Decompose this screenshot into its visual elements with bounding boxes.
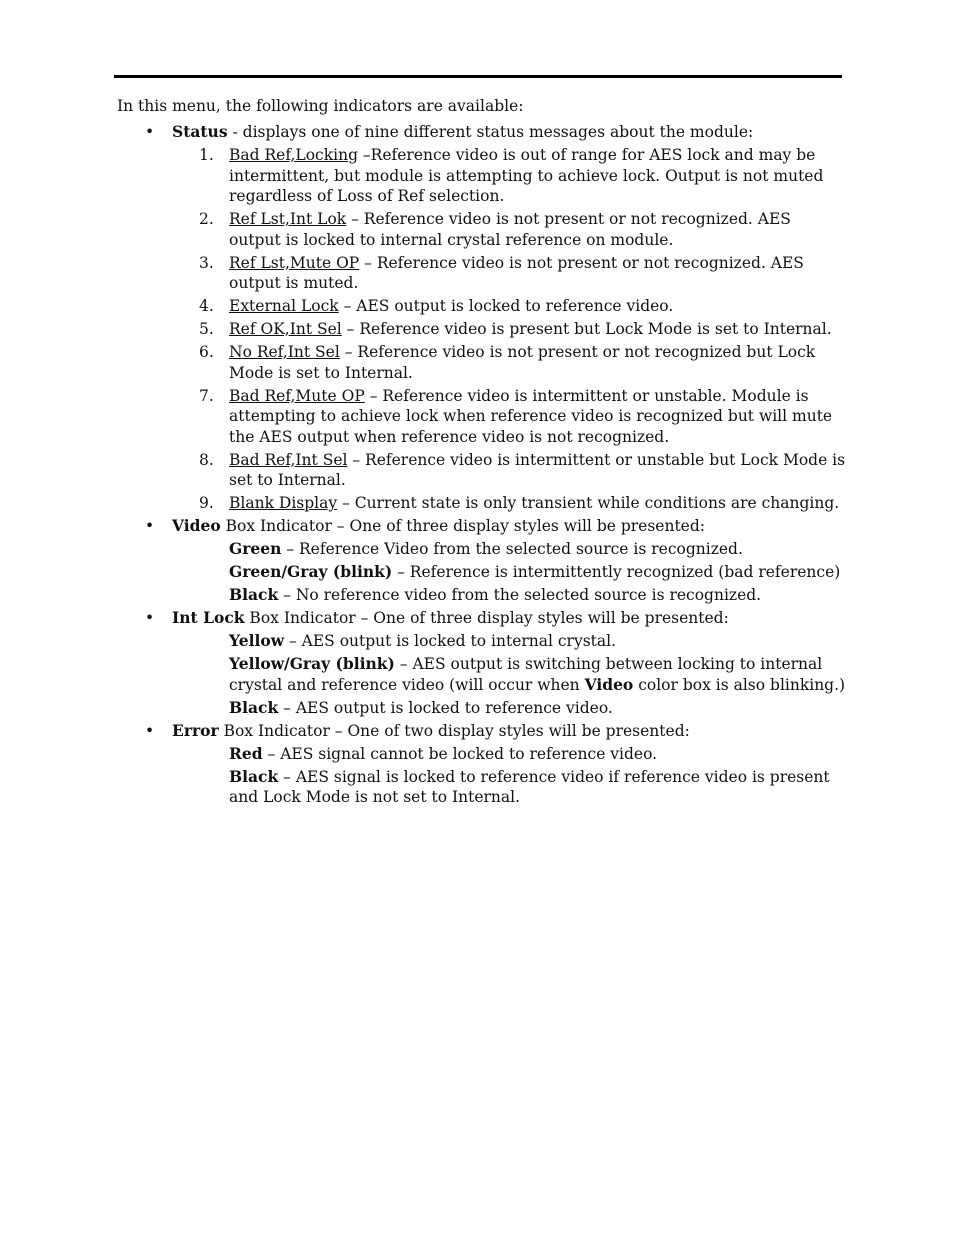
status-item-6: 6. No Ref,Int Sel – Reference video is not present or not recognized but Lock Mode is set to Internal. [199,343,816,382]
bullet-int-lock [117,608,847,629]
bullet-glyph: • [145,609,155,627]
status-desc: - displays one of nine different status messages about the module: [227,123,754,141]
bullet-video [117,516,847,537]
status-term: No Ref,Int Sel [229,343,340,361]
status-item-9: 9. Blank Display – Current state is only transient while conditions are changing. [199,494,840,512]
status-term: Bad Ref,Int Sel [229,450,348,469]
bullet-glyph: • [145,517,155,535]
status-item-4: 4. External Lock – AES output is locked to reference video. [199,297,674,315]
status-label: Status [172,122,228,141]
status-term: Ref Lst,Int Lok [229,210,347,228]
status-term: Ref OK,Int Sel [229,320,342,338]
video-desc: Box Indicator – One of three display styles will be presented: [220,517,706,535]
status-item-3: 3. Ref Lst,Mute OP – Reference video is not present or not recognized. AES output is muted. [199,253,804,292]
intlock-label: Int Lock [172,608,245,627]
bullet-glyph: • [145,123,155,141]
intlock-item-black: Black – AES output is locked to reference video. [229,697,613,717]
error-item-black: Black – AES signal is locked to reference video if reference video is present and Lock Mode is not set to Internal. [229,766,830,806]
status-term: Ref Lst,Mute OP [229,253,360,272]
status-term: External Lock [229,297,339,315]
error-desc: Box Indicator – One of two display styles will be presented: [218,721,690,740]
video-item-green: Green – Reference Video from the selected source is recognized. [229,539,743,558]
status-term: Bad Ref,Locking [229,146,358,164]
status-item-2: 2. Ref Lst,Int Lok – Reference video is not present or not recognized. AES output is locked to internal crystal reference on module. [199,210,791,249]
status-item-5: 5. Ref OK,Int Sel – Reference video is present but Lock Mode is set to Internal. [199,320,832,338]
status-item-7: 7. Bad Ref,Mute OP – Reference video is intermittent or unstable. Module is attempting to achieve lock when reference video is recognized but will mute the AES output when reference video is not recognized. [199,386,833,446]
status-item-1: 1. Bad Ref,Locking –Reference video is out of range for AES lock and may be intermittent, but module is attempting to achieve lock. Output is not muted regardless of Loss of Ref selection. [199,146,824,205]
intlock-item-yellow-gray: Yellow/Gray (blink) – AES output is switching between locking to internal crystal and reference video (will occur when Video color box is also blinking.) [229,654,846,694]
status-term: Blank Display [229,494,338,512]
bullet-error [117,721,847,742]
error-label: Error [172,720,219,740]
indicator-list [117,122,847,810]
video-label: Video [172,516,221,535]
intlock-desc: Box Indicator – One of three display styles will be presented: [244,609,729,627]
error-item-red: Red – AES signal cannot be locked to reference video. [229,743,658,763]
video-item-green-gray: Green/Gray (blink) – Reference is intermittently recognized (bad reference) [229,562,841,581]
status-item-8: 8. Bad Ref,Int Sel – Reference video is intermittent or unstable but Lock Mode is set to Internal. [199,450,846,489]
video-item-black: Black – No reference video from the selected source is recognized. [229,585,762,604]
bullet-glyph: • [145,721,155,740]
intro-text: In this menu, the following indicators are available: [117,97,524,115]
header-rule [114,75,842,78]
bullet-status [117,122,847,143]
status-term: Bad Ref,Mute OP [229,386,365,405]
intlock-item-yellow: Yellow – AES output is locked to internal crystal. [229,631,617,650]
